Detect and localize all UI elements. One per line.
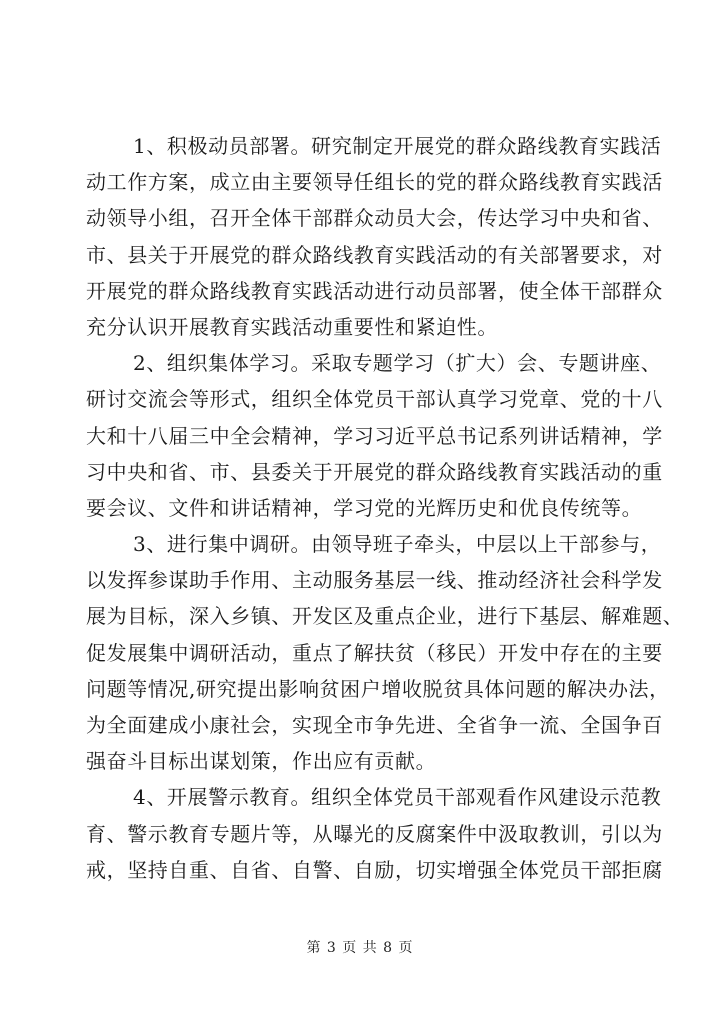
text-line: 市、县关于开展党的群众路线教育实践活动的有关部署要求，对 bbox=[86, 242, 663, 267]
text-line: 强奋斗目标出谋划策，作出应有贡献。 bbox=[86, 749, 437, 774]
text-line: 3、进行集中调研。由领导班子牵头，中层以上干部参与， bbox=[133, 532, 662, 557]
text-line: 1、积极动员部署。研究制定开展党的群众路线教育实践活 bbox=[133, 134, 662, 158]
text-line: 动领导小组，召开全体干部群众动员大会，传达学习中央和省、 bbox=[86, 206, 663, 231]
text-line: 动工作方案，成立由主要领导任组长的党的群众路线教育实践活 bbox=[86, 170, 663, 195]
text-line: 戒，坚持自重、自省、自警、自励，切实增强全体党员干部拒腐 bbox=[86, 857, 663, 882]
text-line: 要会议、文件和讲话精神，学习党的光辉历史和优良传统等。 bbox=[86, 495, 643, 520]
text-line: 大和十八届三中全会精神，学习习近平总书记系列讲话精神，学 bbox=[86, 423, 663, 448]
text-line: 问题等情况,研究提出影响贫困户增收脱贫具体问题的解决办法， bbox=[86, 676, 670, 701]
page-number-footer: 第 3 页 共 8 页 bbox=[306, 940, 414, 956]
text-line: 研讨交流会等形式，组织全体党员干部认真学习党章、党的十八 bbox=[86, 387, 663, 412]
text-line: 充分认识开展教育实践活动重要性和紧迫性。 bbox=[86, 314, 498, 339]
text-line: 促发展集中调研活动，重点了解扶贫（移民）开发中存在的主要 bbox=[86, 640, 663, 665]
paragraph-3 bbox=[86, 526, 684, 779]
document-body bbox=[86, 128, 684, 888]
text-line: 展为目标，深入乡镇、开发区及重点企业，进行下基层、解难题、 bbox=[86, 604, 684, 629]
paragraph-2 bbox=[86, 345, 663, 526]
text-line: 开展党的群众路线教育实践活动进行动员部署，使全体干部群众 bbox=[86, 278, 663, 303]
text-line: 4、开展警示教育。组织全体党员干部观看作风建设示范教 bbox=[133, 785, 662, 810]
text-line: 习中央和省、市、县委关于开展党的群众路线教育实践活动的重 bbox=[86, 459, 663, 484]
paragraph-1 bbox=[86, 128, 663, 345]
text-line: 2、组织集体学习。采取专题学习（扩大）会、专题讲座、 bbox=[133, 351, 662, 376]
text-line: 育、警示教育专题片等，从曝光的反腐案件中汲取教训，引以为 bbox=[86, 821, 663, 846]
text-line: 为全面建成小康社会，实现全市争先进、全省争一流、全国争百 bbox=[86, 713, 663, 737]
paragraph-4 bbox=[86, 779, 663, 888]
text-line: 以发挥参谋助手作用、主动服务基层一线、推动经济社会科学发 bbox=[86, 568, 663, 593]
